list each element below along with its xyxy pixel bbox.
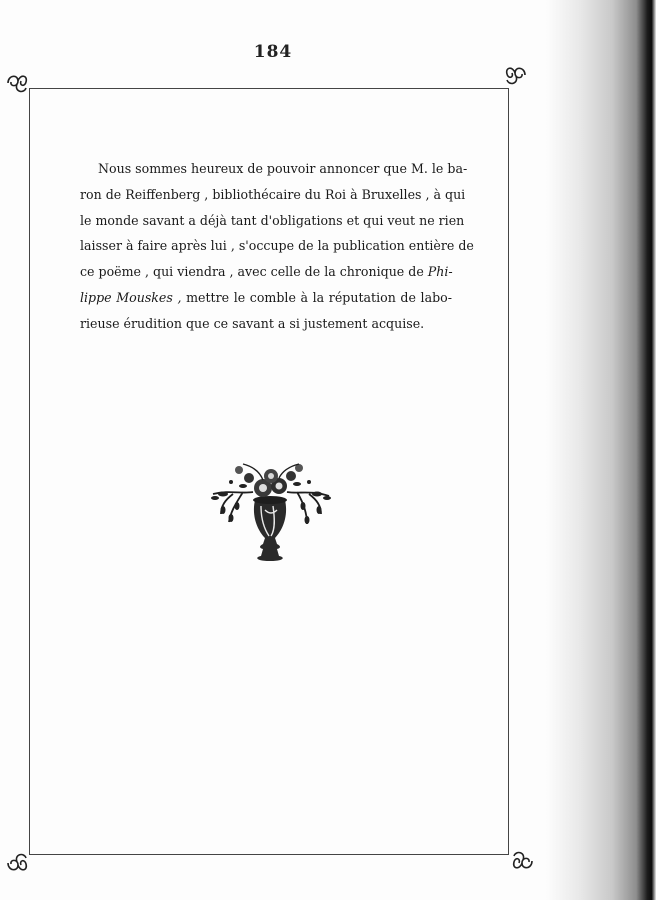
- body-paragraph: [80, 156, 474, 337]
- text-line: rieuse érudition que ce savant a si justement acquise.: [80, 315, 425, 331]
- text-line: [80, 285, 452, 311]
- text-line: laisser à faire après lui , s'occupe de la publication entière de: [80, 238, 474, 254]
- text-line: le monde savant a déjà tant d'obligations et qui veut ne rien: [80, 212, 465, 228]
- italic-name: Phi-: [427, 264, 453, 280]
- text-line: Nous sommes heureux de pouvoir annoncer que M. le ba-: [98, 161, 468, 176]
- text-line: [80, 259, 452, 285]
- text-line: ron de Reiffenberg , bibliothécaire du Roi à Bruxelles , à qui: [80, 186, 466, 202]
- page-gutter-shadow: [546, 0, 656, 900]
- flourish-corner-icon: [4, 70, 30, 96]
- text-segment: ce poëme , qui viendra , avec celle de la chronique de: [80, 264, 428, 280]
- flourish-corner-icon: [4, 850, 30, 876]
- flourish-corner-icon: [510, 848, 536, 874]
- page-number: 184: [253, 42, 293, 62]
- flower-vase-vignette-icon: [203, 460, 337, 566]
- flourish-corner-icon: [503, 62, 529, 88]
- text-segment: mettre le comble à la réputation de labo-: [181, 289, 452, 305]
- italic-name: lippe Mouskes ,: [80, 289, 182, 305]
